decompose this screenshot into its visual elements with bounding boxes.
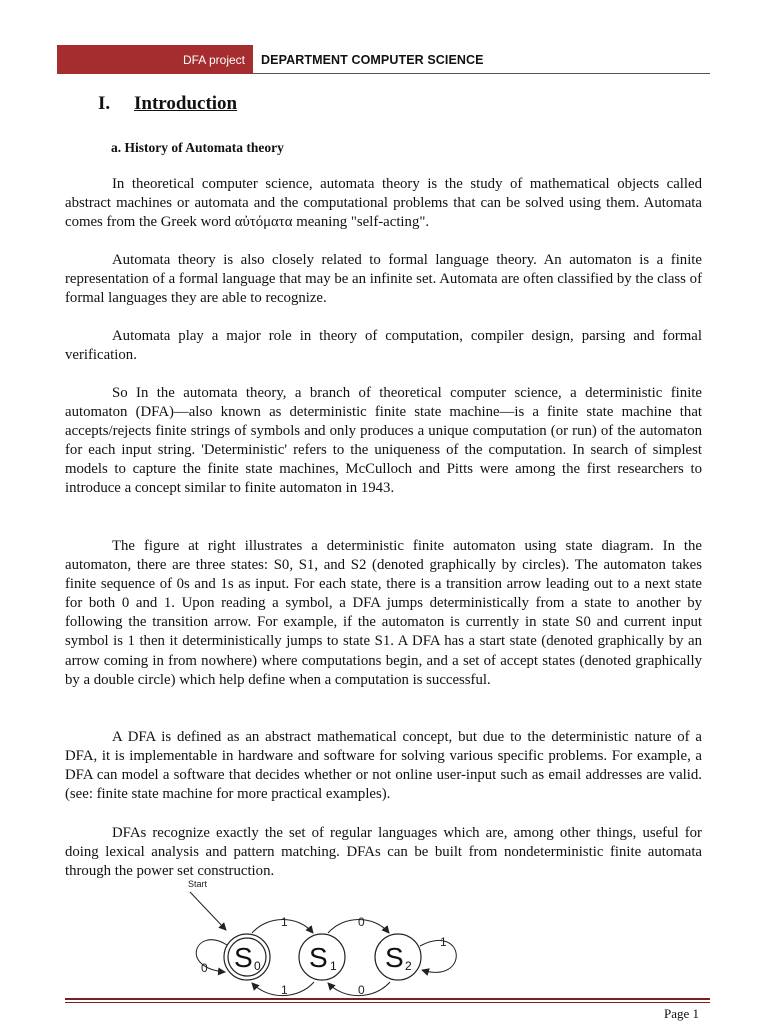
start-label: Start — [188, 879, 208, 889]
paragraph: In theoretical computer science, automata theory is the study of mathematical objects called abstract machines or automata and the computational problems that can be solved using them. Automata comes from the Greek word αὐτόματα meaning "self-acting". — [65, 176, 702, 231]
label-s1-s0: 1 — [281, 983, 288, 997]
label-s2-s1: 0 — [358, 983, 365, 997]
transition-s2-self — [420, 940, 456, 972]
header-project-text: DFA project — [182, 52, 245, 67]
section-number: I. — [98, 93, 111, 114]
paragraph: Automata play a major role in theory of computation, compiler design, parsing and formal verification. — [65, 328, 702, 364]
state-s1-sub: 1 — [330, 959, 337, 973]
paragraph: A DFA is defined as an abstract mathematical concept, but due to the deterministic nature of a DFA, it is implementable in hardware and software for solving various specific problems. For example, a DFA can model a software that decides whether or not online user-input such as email addresses are valid. (see: finite state machine for more practical examples). — [65, 729, 702, 803]
paragraph: Automata theory is also closely related to formal language theory. An automaton is a finite representation of a formal language that may be an infinite set. Automata are often classified by the class of formal languages they are able to recognize. — [65, 252, 702, 307]
subheading: a. History of Automata theory — [111, 140, 284, 155]
start-arrow — [190, 892, 226, 930]
label-s1-s2: 0 — [358, 915, 365, 929]
paragraph: DFAs recognize exactly the set of regular languages which are, among other things, useful for doing lexical analysis and pattern matching. DFAs can be built from nondeterministic finite automata through the power set construction. — [65, 825, 702, 880]
header-department: DEPARTMENT COMPUTER SCIENCE — [261, 53, 484, 67]
state-s2-letter: S — [385, 942, 404, 973]
label-s2-self: 1 — [440, 935, 447, 949]
state-s0-sub: 0 — [254, 959, 261, 973]
footer-rule-thin — [65, 1002, 710, 1003]
footer-rule-thick — [65, 998, 710, 1000]
paragraph: The figure at right illustrates a deterministic finite automaton using state diagram. In the automaton, there are three states: S0, S1, and S2 (denoted graphically by circles). The automaton takes finite sequence of 0s and 1s as input. For each state, there is a transition arrow leading out to a next state for both 0 and 1. Upon reading a symbol, a DFA jumps deterministically from a state to another by following the transition arrow. For example, if the automaton is currently in state S0 and current input symbol is 1 then it deterministically jumps to state S1. A DFA has a start state (denoted graphically by an arrow coming in from nowhere) where computations begin, and a set of accept states (denoted graphically by a double circle) which help define when a computation is successful. — [65, 538, 702, 688]
page-number: Page 1 — [664, 1006, 700, 1021]
state-s2-sub: 2 — [405, 959, 412, 973]
label-s0-s1: 1 — [281, 915, 288, 929]
section-title: Introduction — [134, 93, 238, 114]
state-s1-letter: S — [309, 942, 328, 973]
paragraph: So In the automata theory, a branch of theoretical computer science, a deterministic finite automaton (DFA)—also known as deterministic finite state machine—is a finite state machine that accepts/rejects finite strings of symbols and only produces a unique computation (or run) of the automaton for each input string. 'Deterministic' refers to the uniqueness of the computation. In search of simplest models to capture the finite state machines, McCulloch and Pitts were among the first researchers to introduce a concept similar to finite automaton in 1943. — [65, 385, 702, 497]
label-s0-self: 0 — [201, 961, 208, 975]
state-s0-letter: S — [234, 942, 253, 973]
